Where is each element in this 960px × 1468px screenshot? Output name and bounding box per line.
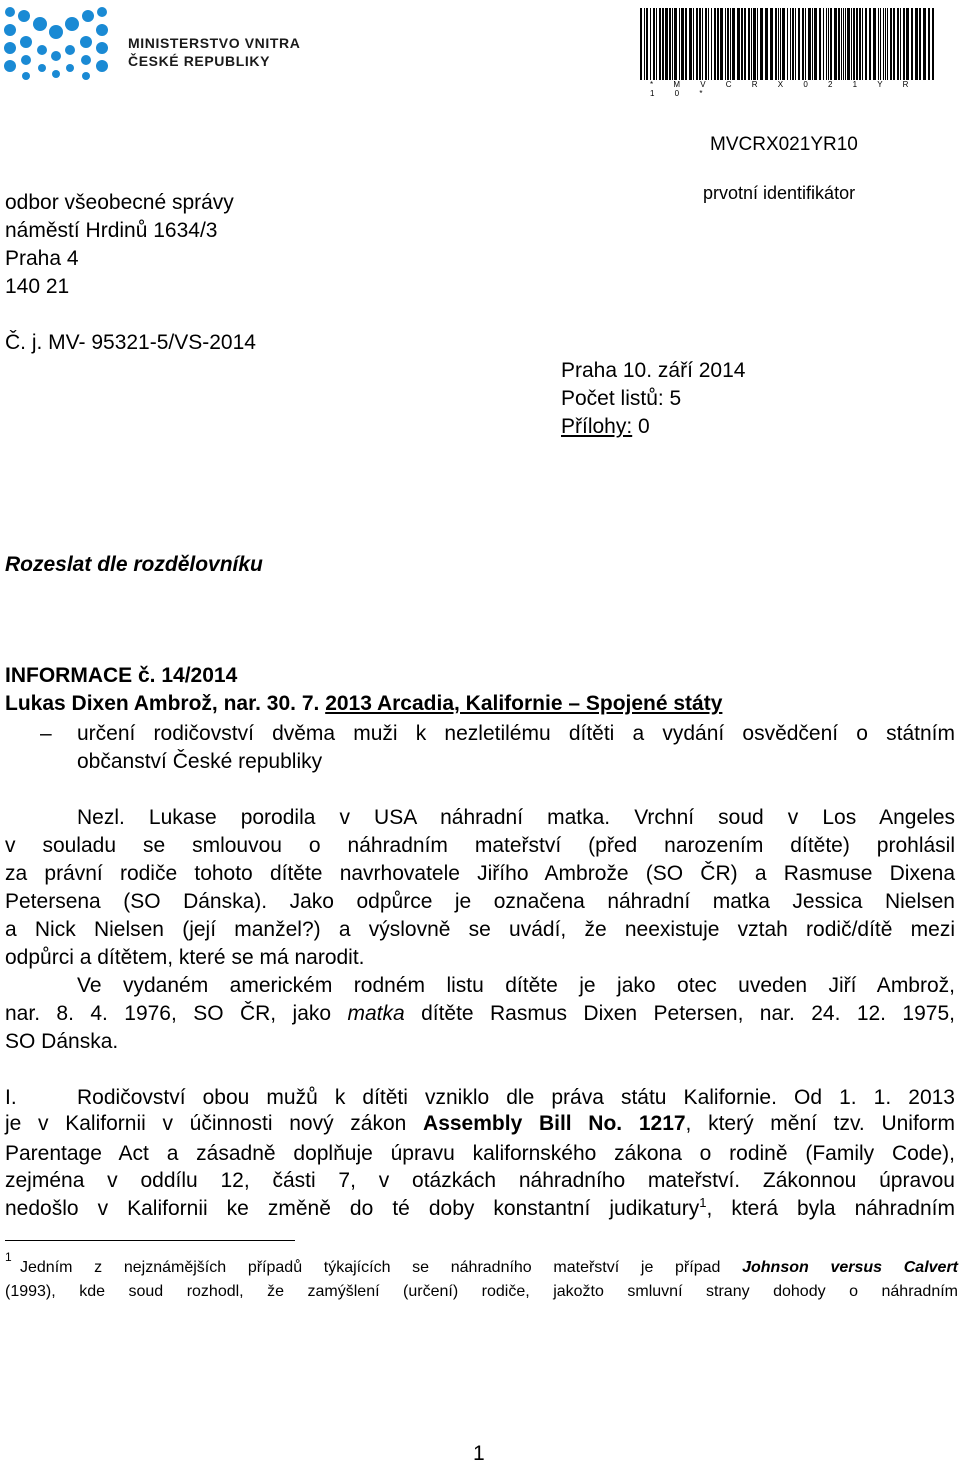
attachments: [561, 413, 650, 441]
body-p2-line1: Ve vydaném americkém rodném listu dítěte je jako otec uveden Jiří Ambrož,: [77, 974, 955, 997]
barcode-bar: [911, 8, 913, 80]
body-p1-line5: a Nick Nielsen (její manžel?) a výslovně se uvádí, že neexistuje vztah rodič/dítě mezi: [5, 918, 955, 941]
barcode-bar: [672, 8, 673, 80]
barcode-bar: [798, 8, 800, 80]
document-identifier: MVCRX021YR10: [710, 134, 858, 155]
barcode-bar: [915, 8, 918, 80]
barcode-bar: [932, 8, 934, 80]
barcode-bar: [778, 8, 779, 80]
body-p1-line2: v souladu se smlouvou o náhradním mateřství (před narozením dítěte) prohlásil: [5, 834, 955, 857]
barcode-bar: [873, 8, 876, 80]
attachments-label: Přílohy:: [561, 415, 633, 438]
barcode-bar: [885, 8, 886, 80]
barcode-bar: [865, 8, 867, 80]
barcode-bar: [890, 8, 892, 80]
footnote-number: 1: [5, 1250, 12, 1264]
body-p3-line2-end: , který mění tzv. Uniform: [685, 1112, 955, 1135]
subject-line: [5, 690, 722, 718]
barcode-bar: [782, 8, 785, 80]
barcode-bar: [757, 8, 758, 80]
body-p1-line3: za právní rodiče tohoto dítěte navrhovatele Jiřího Ambrože (SO ČR) a Rasmuse Dixena: [5, 862, 955, 885]
barcode-bar: [780, 8, 781, 80]
barcode-bar: [859, 8, 861, 80]
body-p2-line2-italic: matka: [347, 1002, 405, 1025]
barcode-bar: [775, 8, 777, 80]
barcode-bar: [753, 8, 756, 80]
body-p3-line1: Rodičovství obou mužů k dítěti vzniklo dle práva státu Kalifornie. Od 1. 1. 2013: [77, 1086, 955, 1109]
barcode-bar: [714, 8, 716, 80]
barcode-bar: [812, 8, 813, 80]
information-title: INFORMACE č. 14/2014: [5, 664, 238, 687]
barcode-bar: [897, 8, 899, 80]
barcode-bar: [787, 8, 788, 80]
attachments-value: 0: [638, 415, 650, 438]
barcode-bar: [903, 8, 905, 80]
barcode-bar: [900, 8, 901, 80]
barcode-bar: [928, 8, 930, 80]
barcode-bar: [702, 8, 703, 80]
barcode-bar: [893, 8, 895, 80]
barcode-bar: [878, 8, 879, 80]
barcode-bar: [689, 8, 692, 80]
sender-postcode: 140 21: [5, 275, 70, 298]
logo-line1: MINISTERSTVO VNITRA: [128, 35, 301, 51]
logo-line2: ČESKÉ REPUBLIKY: [128, 53, 271, 69]
barcode-bar: [802, 8, 804, 80]
barcode-bar: [705, 8, 707, 80]
barcode-bar: [646, 8, 648, 80]
sender-city: Praha 4: [5, 247, 79, 270]
barcode-bar: [841, 8, 842, 80]
barcode-text: * M V C R X 0 2 1 Y R 1 0 *: [650, 80, 918, 98]
barcode-bar: [805, 8, 806, 80]
body-p2-line2-start: nar. 8. 4. 1976, SO ČR, jako: [5, 1002, 332, 1025]
barcode-bar: [650, 8, 651, 80]
body-p3-line5-end: , která byla náhradním: [706, 1197, 955, 1220]
body-p3-line4: zejména v oddílu 12, části 7, v otázkách náhradního mateřství. Zákonnou úpravou: [5, 1169, 955, 1192]
footnote-divider: [5, 1240, 295, 1241]
identifier-label: prvotní identifikátor: [703, 183, 856, 203]
barcode-bar: [681, 8, 684, 80]
barcode-bar: [693, 8, 694, 80]
body-p3-line2: [5, 1110, 955, 1138]
barcode-bar: [741, 8, 743, 80]
barcode-bar: [669, 8, 671, 80]
footnote-line1-text: Jedním z nejznámějších případů týkajících se náhradního mateřství je případ: [20, 1259, 721, 1276]
barcode-bar: [790, 8, 791, 80]
barcode-bar: [880, 8, 881, 80]
reference-number: Č. j. MV- 95321-5/VS-2014: [5, 331, 256, 354]
barcode-bar: [856, 8, 858, 80]
barcode-bar: [751, 8, 752, 80]
barcode-bar: [828, 8, 829, 80]
barcode-bar: [830, 8, 832, 80]
body-p2-line2: [5, 1000, 955, 1028]
barcode-bar: [656, 8, 657, 80]
barcode-bar: [717, 8, 719, 80]
sender-department: odbor všeobecné správy: [5, 191, 234, 214]
barcode-bar: [659, 8, 661, 80]
distribution-note: Rozeslat dle rozdělovníku: [5, 553, 263, 576]
document-date: Praha 10. září 2014: [561, 359, 746, 382]
body-p1-line1: Nezl. Lukase porodila v USA náhradní matka. Vrchní soud v Los Angeles: [77, 806, 955, 829]
subtitle-line2: občanství České republiky: [77, 750, 323, 773]
barcode-bar: [808, 8, 811, 80]
barcode-bar: [708, 8, 709, 80]
footnote-line2: (1993), kde soud rozhodl, že zamýšlení (určení) rodiče, jakožto smluvní strany dohody o náhradním: [5, 1283, 958, 1300]
barcode-bar: [744, 8, 746, 80]
body-p1-line4: Petersena (SO Dánska). Jako odpůrce je označena náhradní matka Jessica Nielsen: [5, 890, 955, 913]
barcode-bar: [862, 8, 863, 80]
barcode-bar: [732, 8, 735, 80]
barcode-bar: [869, 8, 871, 80]
subtitle-dash: –: [40, 722, 52, 745]
barcode-bar: [906, 8, 909, 80]
barcode-bar: [847, 8, 850, 80]
barcode-bar: [737, 8, 740, 80]
body-p2-line3: SO Dánska.: [5, 1030, 119, 1053]
barcode-bar: [770, 8, 773, 80]
law-name: Assembly Bill No. 1217: [423, 1112, 686, 1135]
subject-name: Lukas Dixen Ambrož, nar. 30. 7.: [5, 692, 320, 715]
subject-place: 2013 Arcadia, Kalifornie – Spojené státy: [325, 692, 723, 715]
barcode-bar: [853, 8, 855, 80]
barcode-bar: [792, 8, 794, 80]
barcode-bar: [699, 8, 701, 80]
barcode-bar: [711, 8, 712, 80]
body-p3-line5: [5, 1195, 955, 1223]
barcode-bar: [640, 8, 642, 80]
barcode-bar: [919, 8, 921, 80]
barcode-bar: [814, 8, 817, 80]
footnote-line1: [20, 1256, 958, 1280]
barcode: [640, 8, 936, 98]
barcode-bar: [765, 8, 768, 80]
barcode-bar: [662, 8, 664, 80]
barcode-bar: [696, 8, 698, 80]
section-number: I.: [5, 1086, 17, 1109]
barcode-bar: [653, 8, 655, 80]
barcode-bar: [851, 8, 852, 80]
barcode-bar: [843, 8, 844, 80]
footnote-ref[interactable]: 1: [699, 1195, 707, 1210]
barcode-bar: [685, 8, 687, 80]
sender-street: náměstí Hrdinů 1634/3: [5, 219, 218, 242]
body-p2-line2-end: dítěte Rasmus Dixen Petersen, nar. 24. 12. 1975,: [421, 1002, 955, 1025]
ministry-logo: [2, 2, 302, 84]
barcode-bar: [823, 8, 824, 80]
barcode-bar: [826, 8, 827, 80]
barcode-bar: [674, 8, 677, 80]
barcode-bar: [665, 8, 668, 80]
barcode-bar: [644, 8, 645, 80]
page-number: 1: [473, 1442, 485, 1465]
body-p3-line5-start: nedošlo v Kalifornii ke změně do té doby konstantní judikatury: [5, 1197, 700, 1220]
barcode-icon: [640, 8, 936, 80]
body-p1-line6: odpůrci a dítětem, které se má narodit.: [5, 946, 365, 969]
barcode-bar: [748, 8, 750, 80]
barcode-bar: [730, 8, 731, 80]
barcode-bar: [679, 8, 680, 80]
barcode-bar: [883, 8, 884, 80]
case-name: Johnson versus Calvert: [742, 1259, 959, 1276]
barcode-bar: [845, 8, 846, 80]
barcode-bar: [834, 8, 837, 80]
barcode-bar: [725, 8, 726, 80]
barcode-bar: [720, 8, 723, 80]
barcode-bar: [819, 8, 821, 80]
barcode-bar: [795, 8, 796, 80]
logo-mark-icon: [2, 2, 112, 84]
barcode-bar: [838, 8, 840, 80]
subtitle-line1: určení rodičovství dvěma muži k nezletilému dítěti a vydání osvědčení o státním: [77, 722, 955, 745]
barcode-bar: [760, 8, 763, 80]
barcode-bar: [727, 8, 729, 80]
sheet-count: Počet listů: 5: [561, 387, 682, 410]
body-p3-line2-start: je v Kalifornii v účinnosti nový zákon: [5, 1112, 407, 1135]
body-p3-line3: Parentage Act a zásadně doplňuje úpravu kalifornského zákona o rodině (Family Code),: [5, 1142, 955, 1165]
barcode-bar: [887, 8, 888, 80]
barcode-bar: [923, 8, 926, 80]
